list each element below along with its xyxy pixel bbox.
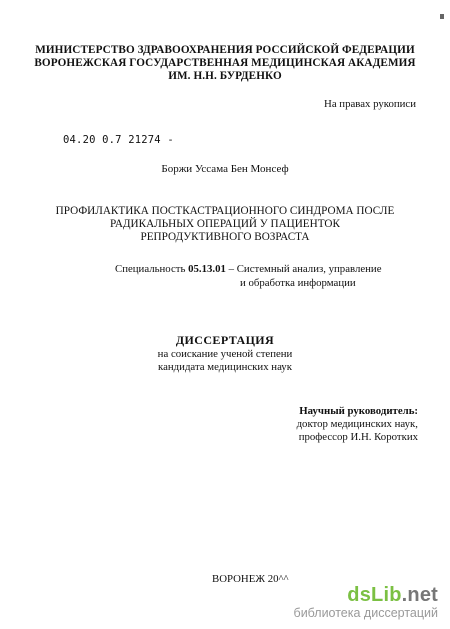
document-type: ДИССЕРТАЦИЯ: [175, 333, 275, 347]
specialty-line1: – Системный анализ, управление: [228, 263, 382, 275]
degree-line2: кандидата медицинских наук: [158, 361, 292, 373]
rights-note: На правах рукописи: [324, 98, 416, 110]
scan-mark: [440, 14, 444, 19]
specialty-code: 05.13.01: [188, 263, 226, 275]
supervisor-heading: Научный руководитель:: [299, 405, 418, 417]
ministry-line: ИМ. Н.Н. БУРДЕНКО: [168, 70, 282, 82]
supervisor-block: [297, 405, 418, 444]
author-name: Боржи Уссама Бен Монсеф: [161, 163, 289, 175]
logo-brand-part1: dsLib: [347, 584, 402, 606]
degree-line1: на соискание ученой степени: [157, 348, 293, 360]
title-line: РАДИКАЛЬНЫХ ОПЕРАЦИЙ У ПАЦИЕНТОК: [110, 218, 340, 230]
logo-tagline: библиотека диссертаций: [293, 606, 438, 620]
title-line: РЕПРОДУКТИВНОГО ВОЗРАСТА: [140, 231, 310, 243]
specialty-line2: и обработка информации: [240, 277, 356, 289]
degree-info: [0, 348, 450, 374]
supervisor-name: профессор И.Н. Коротких: [298, 431, 418, 443]
specialty-block: [115, 262, 381, 290]
ministry-header: [0, 44, 450, 83]
supervisor-degree: доктор медицинских наук,: [296, 418, 418, 430]
dissertation-title: [0, 205, 450, 244]
dslib-logo[interactable]: [294, 584, 438, 620]
logo-brand-part2: .net: [401, 584, 438, 606]
city-year: ВОРОНЕЖ 20^^: [212, 573, 289, 585]
ministry-line: МИНИСТЕРСТВО ЗДРАВООХРАНЕНИЯ РОССИЙСКОЙ ФЕДЕРАЦИИ: [35, 44, 415, 56]
specialty-prefix: Специальность: [115, 263, 186, 275]
registration-stamp: 04.20 0.7 21274 -: [63, 134, 174, 146]
title-line: ПРОФИЛАКТИКА ПОСТКАСТРАЦИОННОГО СИНДРОМА ПОСЛЕ: [55, 205, 395, 217]
ministry-line: ВОРОНЕЖСКАЯ ГОСУДАРСТВЕННАЯ МЕДИЦИНСКАЯ АКАДЕМИЯ: [34, 57, 416, 69]
logo-brand: [294, 584, 438, 606]
